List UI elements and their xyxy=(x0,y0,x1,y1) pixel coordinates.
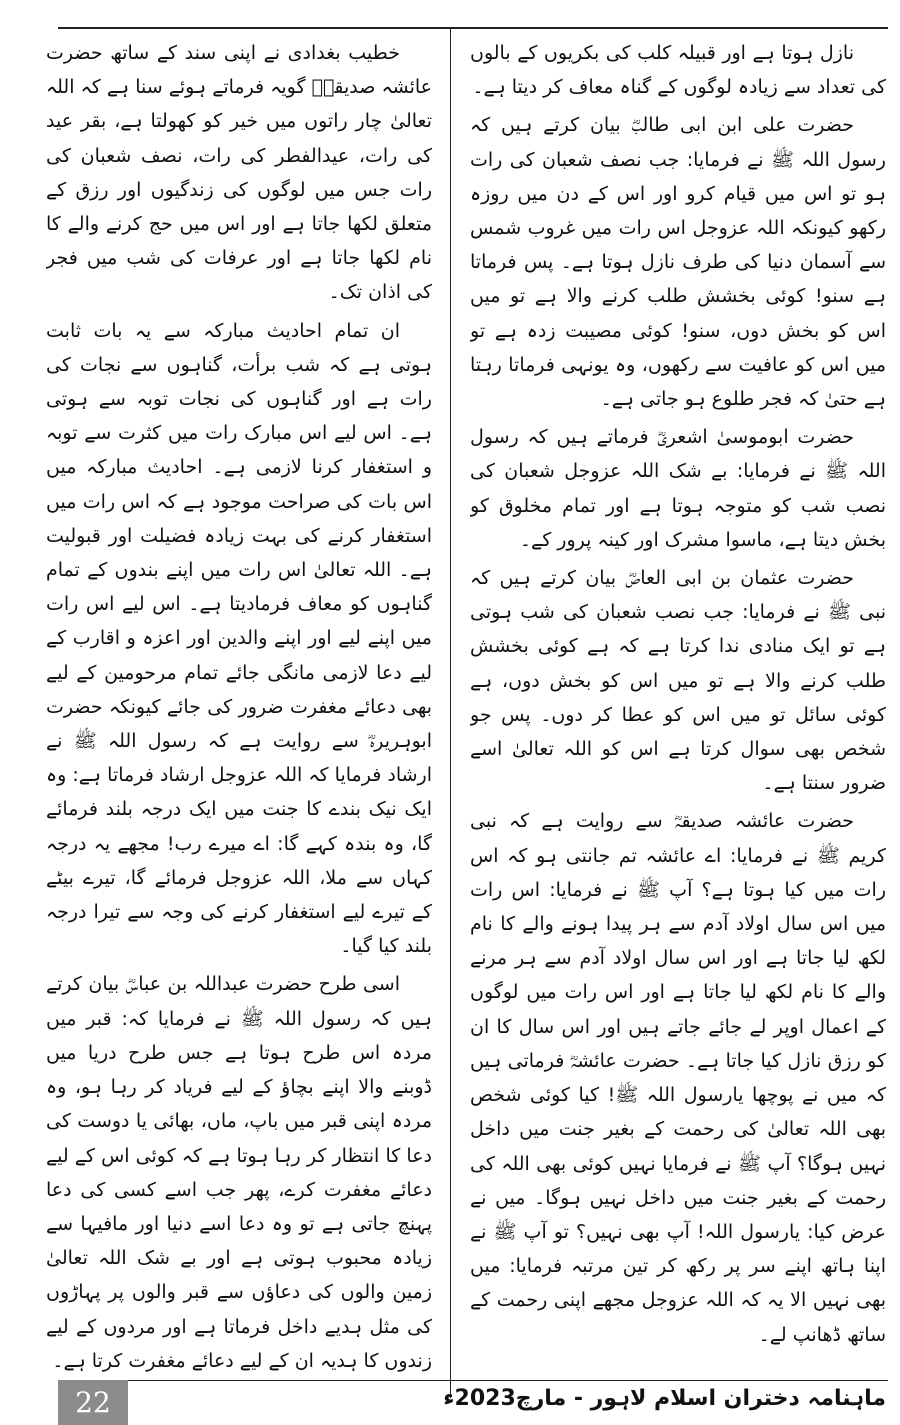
footer-rule xyxy=(128,1380,888,1381)
top-rule xyxy=(58,27,888,29)
paragraph: حضرت عائشہ صدیقہؓ سے روایت ہے کہ نبی کریم ﷺ نے فرمایا: اے عائشہ تم جانتی ہو کہ اس رات میں کیا ہوتا ہے؟ آپ ﷺ نے فرمایا: اس رات میں اس سال اولاد آدم سے ہر پیدا ہونے والے کا نام لکھ لیا جاتا ہے اور اس سال اولاد آدم سے ہر مرنے والے کا نام لکھ لیا جاتا ہے اور اس رات میں لوگوں کے اعمال اوپر لے جائے جاتے ہیں اور اس سال کا ان کو رزق نازل کیا جاتا ہے۔ حضرت عائشہؓ فرماتی ہیں کہ میں نے پوچھا یارسول اللہ ﷺ! کیا کوئی شخص بھی اللہ تعالیٰ کی رحمت کے بغیر جنت میں داخل نہیں ہوگا؟ آپ ﷺ نے فرمایا نہیں کوئی بھی اللہ کی رحمت کے بغیر جنت میں داخل نہیں ہوگا۔ میں نے عرض کیا: یارسول اللہ! آپ بھی نہیں؟ تو آپ ﷺ نے اپنا ہاتھ اپنے سر پر رکھ کر تین مرتبہ فرمایا: میں بھی نہیں الا یہ کہ اللہ عزوجل مجھے اپنی رحمت کے ساتھ ڈھانپ لے۔ xyxy=(470,810,886,1346)
paragraph: ان تمام احادیث مبارکہ سے یہ بات ثابت ہوتی ہے کہ شب برأت، گناہوں سے نجات کی رات ہے اور گناہوں کی نجات توبہ سے ہوتی ہے۔ اس لیے اس مبارک رات میں کثرت سے توبہ و استغفار کرنا لازمی ہے۔ احادیث مبارکہ میں اس بات کی صراحت موجود ہے کہ اس رات میں استغفار کرنے کی بہت زیادہ فضیلت اور قبولیت ہے۔ اللہ تعالیٰ اس رات میں اپنے بندوں کے تمام گناہوں کو معاف فرمادیتا ہے۔ اس لیے اس رات میں اپنے لیے اور اپنے والدین اور اعزہ و اقارب کے لیے دعا لازمی مانگی جائے تمام مرحومین کے لیے بھی دعائے مغفرت ضرور کی جائے کیونکہ حضرت ابوہریرہؓ سے روایت ہے کہ رسول اللہ ﷺ نے ارشاد فرمایا کہ اللہ عزوجل ارشاد فرماتا ہے: وہ ایک نیک بندے کا جنت میں ایک درجہ بلند فرمائے گا، وہ بندہ کہے گا: اے میرے رب! مجھے یہ درجہ کہاں سے ملا، اللہ عزوجل فرمائے گا، تیرے بیٹے کے تیرے لیے استغفار کرنے کی وجہ سے تیرا درجہ بلند کیا گیا۔ xyxy=(46,319,432,958)
paragraph: حضرت علی ابن ابی طالبؓ بیان کرتے ہیں کہ رسول اللہ ﷺ نے فرمایا: جب نصف شعبان کی رات ہو تو اس میں قیام کرو اور اس کے دن میں روزہ رکھو کیونکہ اللہ عزوجل اس رات میں غروب شمس سے آسمان دنیا کی طرف نازل ہوتا ہے۔ پس فرماتا ہے سنو! کوئی بخشش طلب کرنے والا ہے تو میں اس کو بخش دوں، سنو! کوئی مصیبت زدہ ہے تو میں اس کو عافیت سے رکھوں، وہ یونہی فرماتا رہتا ہے حتیٰ کہ فجر طلوع ہو جاتی ہے۔ xyxy=(470,114,886,411)
paragraph: خطیب بغدادی نے اپنی سند کے ساتھ حضرت عائشہ صدیقہؓ گویہ فرماتے ہوئے سنا ہے کہ اللہ تعالیٰ چار راتوں میں خیر کو کھولتا ہے، بقر عید کی رات، عیدالفطر کی رات، نصف شعبان کی رات جس میں لوگوں کی زندگیوں اور رزق کے متعلق لکھا جاتا ہے اور اس میں حج کرنے والے کا نام لکھا جاتا ہے اور عرفات کی شب میں فجر کی اذان تک۔ xyxy=(46,42,432,304)
left-column xyxy=(46,36,432,1376)
paragraph: اسی طرح حضرت عبداللہ بن عباسؓ بیان کرتے ہیں کہ رسول اللہ ﷺ نے فرمایا کہ: قبر میں مردہ اس طرح ہوتا ہے جس طرح دریا میں ڈوبنے والا اپنے بچاؤ کے لیے فریاد کر رہا ہو، وہ مردہ اپنی قبر میں باپ، ماں، بھائی یا دوست کی دعا کا انتظار کر رہا ہوتا ہے کہ کوئی اس کے لیے دعائے مغفرت کرے، پھر جب اسے کسی کی دعا پہنچ جاتی ہے تو وہ دعا اسے دنیا اور مافیہا سے زیادہ محبوب ہوتی ہے اور بے شک اللہ تعالیٰ زمین والوں کی دعاؤں سے قبر والوں پر پہاڑوں کی مثل ہدیے داخل فرماتا ہے اور مردوں کے لیے زندوں کا ہدیہ ان کے لیے دعائے مغفرت کرتا ہے۔ xyxy=(46,973,432,1372)
paragraph: حضرت ابوموسیٰ اشعریؓ فرماتے ہیں کہ رسول اللہ ﷺ نے فرمایا: بے شک اللہ عزوجل شعبان کی نصب شب کو متوجہ ہوتا ہے اور تمام مخلوق کو بخش دیتا ہے، ماسوا مشرک اور کینہ پرور کے۔ xyxy=(470,426,886,551)
page-footer xyxy=(0,1380,900,1425)
column-divider xyxy=(450,28,451,1398)
paragraph: نازل ہوتا ہے اور قبیلہ کلب کی بکریوں کے بالوں کی تعداد سے زیادہ لوگوں کے گناہ معاف کر دیتا ہے۔ xyxy=(470,42,886,99)
right-column xyxy=(470,36,886,1376)
page-number: 22 xyxy=(58,1380,128,1425)
magazine-masthead: ماہنامہ دختران اسلام لاہور - مارچ2023ء xyxy=(443,1386,886,1411)
paragraph: حضرت عثمان بن ابی العاصؓ بیان کرتے ہیں کہ نبی ﷺ نے فرمایا: جب نصب شعبان کی شب ہوتی ہے تو ایک منادی ندا کرتا ہے کہ ہے کوئی بخشش طلب کرنے والا ہے تو میں اس کو بخش دوں، ہے کوئی سائل تو میں اس کو عطا کر دوں۔ پس جو شخص بھی سوال کرتا ہے اس کو اللہ تعالیٰ اسے ضرور سنتا ہے۔ xyxy=(470,567,886,795)
